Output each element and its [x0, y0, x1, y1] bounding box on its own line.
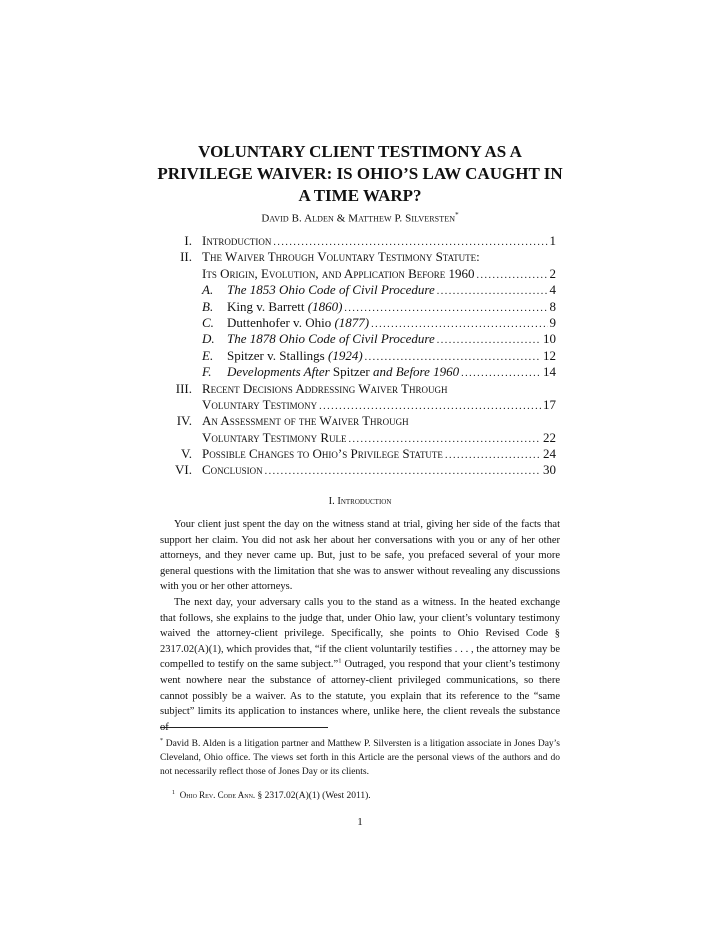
toc-title: Developments After Spitzer and Before 1960: [227, 364, 460, 380]
footnote-source: Ohio Rev. Code Ann.: [179, 790, 256, 800]
toc-title: Duttenhofer v. Ohio (1877): [227, 314, 370, 330]
table-of-contents: [160, 233, 556, 479]
toc-letter: D.: [202, 331, 215, 347]
footnote: [172, 788, 572, 803]
footnote-text: David B. Alden is a litigation partner and Matthew P. Silversten is a litigation associate in Jones Day’s Cleveland, Ohio office. The views set forth in this Article are the personal views of the authors and do not necessarily reflect those of Jones Day or its clients.: [160, 739, 561, 777]
footnote-mark: 1: [172, 789, 175, 796]
footnote-divider: [160, 727, 328, 728]
body-text: [160, 517, 560, 735]
toc-subentry: [160, 282, 556, 298]
toc-page: 4: [549, 282, 556, 298]
toc-page: 2: [549, 265, 556, 281]
toc-subentry: [160, 348, 556, 364]
toc-subentry: [160, 364, 556, 380]
author-line: [150, 211, 570, 225]
toc-title-cont: Its Origin, Evolution, and Application Before 1960: [202, 265, 475, 281]
paragraph: The next day, your adversary calls you to the stand as a witness. In the heated exchange that follows, she explains to the judge that, under Ohio law, your client’s voluntary testimony waived the attorney-client privilege. Specifically, she points to Ohio Revised Code § 2317.02(A)(1), which provides that, “if the client voluntarily testifies . . . , the attorney may be compelled to testify on the same subject.”$^1$ Outraged, you respond that your client’s testimony went nowhere near the substance of attorney-client privileged communications, so there cannot possibly be a waiver. As to the statute, you explain that its reference to the “same subject” limits its application to instances where, unlike here, the client reveals the substance of: [160, 596, 561, 733]
author-names: David B. Alden & Matthew P. Silversten: [261, 212, 456, 225]
toc-entry: [160, 462, 556, 478]
page-number: 1: [357, 816, 363, 828]
toc-title: The 1878 Ohio Code of Civil Procedure: [227, 331, 435, 347]
toc-number: III.: [175, 380, 192, 396]
toc-entry: [160, 233, 556, 249]
toc-page: 22: [543, 429, 556, 445]
toc-entry-continued: [160, 397, 556, 413]
toc-number: IV.: [176, 413, 192, 429]
article-title: [150, 141, 570, 207]
author-footnote-mark: *: [455, 211, 459, 219]
toc-entry: [160, 413, 556, 429]
toc-page: 17: [543, 396, 556, 412]
toc-title: An Assessment of the Waiver Through: [202, 413, 409, 429]
toc-title-cont: Voluntary Testimony: [202, 396, 318, 412]
toc-page: 1: [549, 233, 556, 248]
toc-letter: A.: [202, 282, 214, 298]
toc-subentry: [160, 299, 556, 315]
toc-page: 14: [543, 364, 556, 380]
footnote-text: § 2317.02(A)(1) (West 2011).: [255, 791, 371, 801]
toc-letter: F.: [202, 364, 212, 380]
footnote-ref: 1: [338, 657, 342, 665]
paragraph: Your client just spent the day on the witness stand at trial, giving her side of the facts that support her claim. You did not ask her about her conversations with you or any of her other attorneys, and they never came up. But, just to be safe, you prefaced several of your more general questions with the limitation that she was to answer without revealing any discussions with you or her other attorneys.: [160, 519, 560, 593]
toc-title-cont: Voluntary Testimony Rule: [202, 429, 347, 445]
title-line: PRIVILEGE WAIVER: IS OHIO’S LAW CAUGHT IN: [157, 164, 563, 183]
toc-page: 9: [549, 314, 556, 330]
toc-page: 12: [543, 347, 556, 363]
toc-subentry: [160, 331, 556, 347]
toc-title: The 1853 Ohio Code of Civil Procedure: [227, 282, 435, 298]
toc-number: VI.: [175, 462, 192, 478]
toc-title: Conclusion: [202, 462, 263, 478]
toc-entry: [160, 381, 556, 397]
toc-page: 24: [543, 446, 556, 462]
footnote-mark: *: [160, 737, 163, 744]
toc-page: 30: [543, 462, 556, 478]
toc-number: I.: [184, 233, 192, 248]
title-line: VOLUNTARY CLIENT TESTIMONY AS A: [198, 142, 522, 161]
toc-entry: [160, 249, 556, 265]
section-heading: I. Introduction: [328, 496, 392, 507]
footnote: [160, 737, 560, 779]
toc-letter: B.: [202, 298, 214, 314]
toc-entry-continued: [160, 266, 556, 282]
toc-number: II.: [180, 249, 192, 265]
toc-title: Possible Changes to Ohio’s Privilege Statute: [202, 446, 443, 462]
toc-title: The Waiver Through Voluntary Testimony Statute:: [202, 249, 480, 265]
toc-number: V.: [181, 446, 192, 462]
toc-subentry: [160, 315, 556, 331]
toc-page: 10: [543, 331, 556, 347]
toc-page: 8: [549, 298, 556, 314]
toc-letter: C.: [202, 314, 214, 330]
toc-title: Recent Decisions Addressing Waiver Through: [202, 380, 448, 396]
toc-title: Spitzer v. Stallings (1924): [227, 347, 363, 363]
toc-entry-continued: [160, 430, 556, 446]
title-line: A TIME WARP?: [298, 186, 422, 205]
toc-entry: [160, 446, 556, 462]
toc-title: Introduction: [202, 233, 272, 248]
toc-letter: E.: [202, 347, 214, 363]
toc-title: King v. Barrett (1860): [227, 298, 343, 314]
